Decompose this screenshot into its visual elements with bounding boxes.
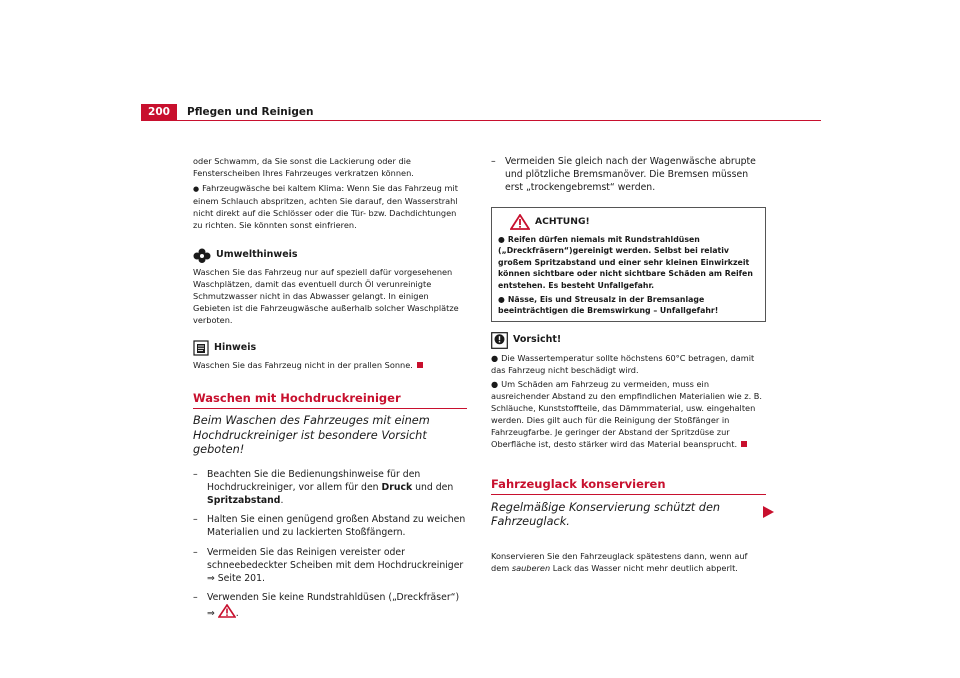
- running-header: Pflegen und Reinigen: [187, 106, 314, 118]
- achtung-item: ● Reifen dürfen niemals mit Rundstrahldüsen („Dreckfräsern“)gereinigt werden. Selbst bei relativ großem Spritzabstand und einer sehr kleinen Einwirkzeit können sichtbare oder nicht sichtbare Schäden am Reifen entstehen. Es besteht Unfallgefahr.: [498, 234, 753, 290]
- left-column: [193, 155, 467, 621]
- steps-list: [193, 468, 467, 621]
- lack-body-text: Konservieren Sie den Fahrzeuglack spätestens dann, wenn auf dem sauberen Lack das Wasser nicht mehr deutlich abperlt.: [491, 550, 748, 573]
- step-item: – Vermeiden Sie das Reinigen vereister oder schneebedeckter Scheiben mit dem Hochdruckreiniger ⇒ Seite 201.: [193, 546, 464, 585]
- step-item: – Beachten Sie die Bedienungshinweise für den Hochdruckreiniger, vor allem für den Druck und den Spritzabstand.: [193, 468, 454, 507]
- bullet-icon: ●: [193, 185, 200, 194]
- step-item: – Halten Sie einen genügend großen Abstand zu weichen Materialien und zu lackierten Stoßfängern.: [193, 514, 466, 539]
- vorsicht-heading: Vorsicht!: [491, 332, 766, 349]
- warning-triangle-icon: [510, 214, 530, 230]
- umwelt-block: [193, 248, 467, 326]
- next-page-arrow-icon[interactable]: [763, 506, 774, 518]
- achtung-heading: ACHTUNG!: [498, 214, 759, 230]
- hinweis-text: Waschen Sie das Fahrzeug nicht in der prallen Sonne.: [193, 359, 467, 371]
- section-title: Fahrzeuglack konservieren: [491, 477, 766, 495]
- achtung-item: ● Nässe, Eis und Streusalz in der Bremsanlage beeinträchtigen die Bremswirkung – Unfallgefahr!: [498, 294, 719, 316]
- umwelt-heading: Umwelthinweis: [193, 248, 467, 263]
- warning-triangle-icon[interactable]: [218, 604, 236, 618]
- end-mark-icon: [741, 441, 747, 447]
- step-item: – Vermeiden Sie gleich nach der Wagenwäsche abrupte und plötzliche Bremsmanöver. Die Bremsen müssen erst „trockengebremst“ werden.: [491, 156, 756, 194]
- section-subtitle: Beim Waschen des Fahrzeuges mit einem Hochdruckreiniger ist besondere Vorsicht geboten!: [193, 414, 430, 457]
- intro-text: oder Schwamm, da Sie sonst die Lackierung oder die Fensterscheiben Ihres Fahrzeuges verkratzen können.: [193, 156, 414, 179]
- section-hochdruck: [193, 391, 467, 458]
- right-column: [491, 155, 766, 574]
- flower-icon: [193, 248, 211, 263]
- section-subtitle: Regelmäßige Konservierung schützt den Fahrzeuglack.: [491, 500, 721, 529]
- section-title: Waschen mit Hochdruckreiniger: [193, 391, 467, 409]
- end-mark-icon: [417, 362, 423, 368]
- vorsicht-block: [491, 332, 766, 451]
- vorsicht-item: ● Die Wassertemperatur sollte höchstens 60°C betragen, damit das Fahrzeug nicht beschädigt wird.: [491, 352, 755, 375]
- hinweis-block: [193, 340, 467, 371]
- header-rule: [141, 120, 821, 121]
- exclamation-icon: [491, 332, 508, 349]
- page-number: 200: [141, 104, 177, 121]
- hinweis-heading: Hinweis: [193, 340, 467, 356]
- umwelt-text: Waschen Sie das Fahrzeug nur auf speziell dafür vorgesehenen Waschplätzen, damit das eventuell durch Öl verunreinigte Schmutzwasser nicht in das Abwasser gelangt. In einigen Gebieten ist die Fahrzeugwäsche außerhalb solcher Waschplätze verboten.: [193, 266, 459, 325]
- vorsicht-item: ● Um Schäden am Fahrzeug zu vermeiden, muss ein ausreichender Abstand zu den empfindlichen Materialien wie z. B. Schläuche, Kunststoffteile, das Dämmmaterial, usw. eingehalten werden. Dies gilt auch für die Reinigung der Stoßfänger in Fahrzeugfarbe. Je geringer der Abstand der Spritzdüse zur Oberfläche ist, desto stärker wird das Material beansprucht.: [491, 378, 763, 450]
- step-item: – Verwenden Sie keine Rundstrahldüsen („Dreckfräser“) ⇒ .: [193, 592, 460, 620]
- bullet-winter: ● Fahrzeugwäsche bei kaltem Klima: Wenn Sie das Fahrzeug mit einem Schlauch abspritzen, achten Sie darauf, den Wasserstrahl nicht direkt auf die Schlösser oder die Tür- bzw. Dachdichtungen zu richten. Sie könnten sonst einfrieren.: [193, 183, 458, 231]
- section-lack: [491, 477, 766, 530]
- note-icon: [193, 340, 209, 356]
- achtung-box: [491, 207, 766, 322]
